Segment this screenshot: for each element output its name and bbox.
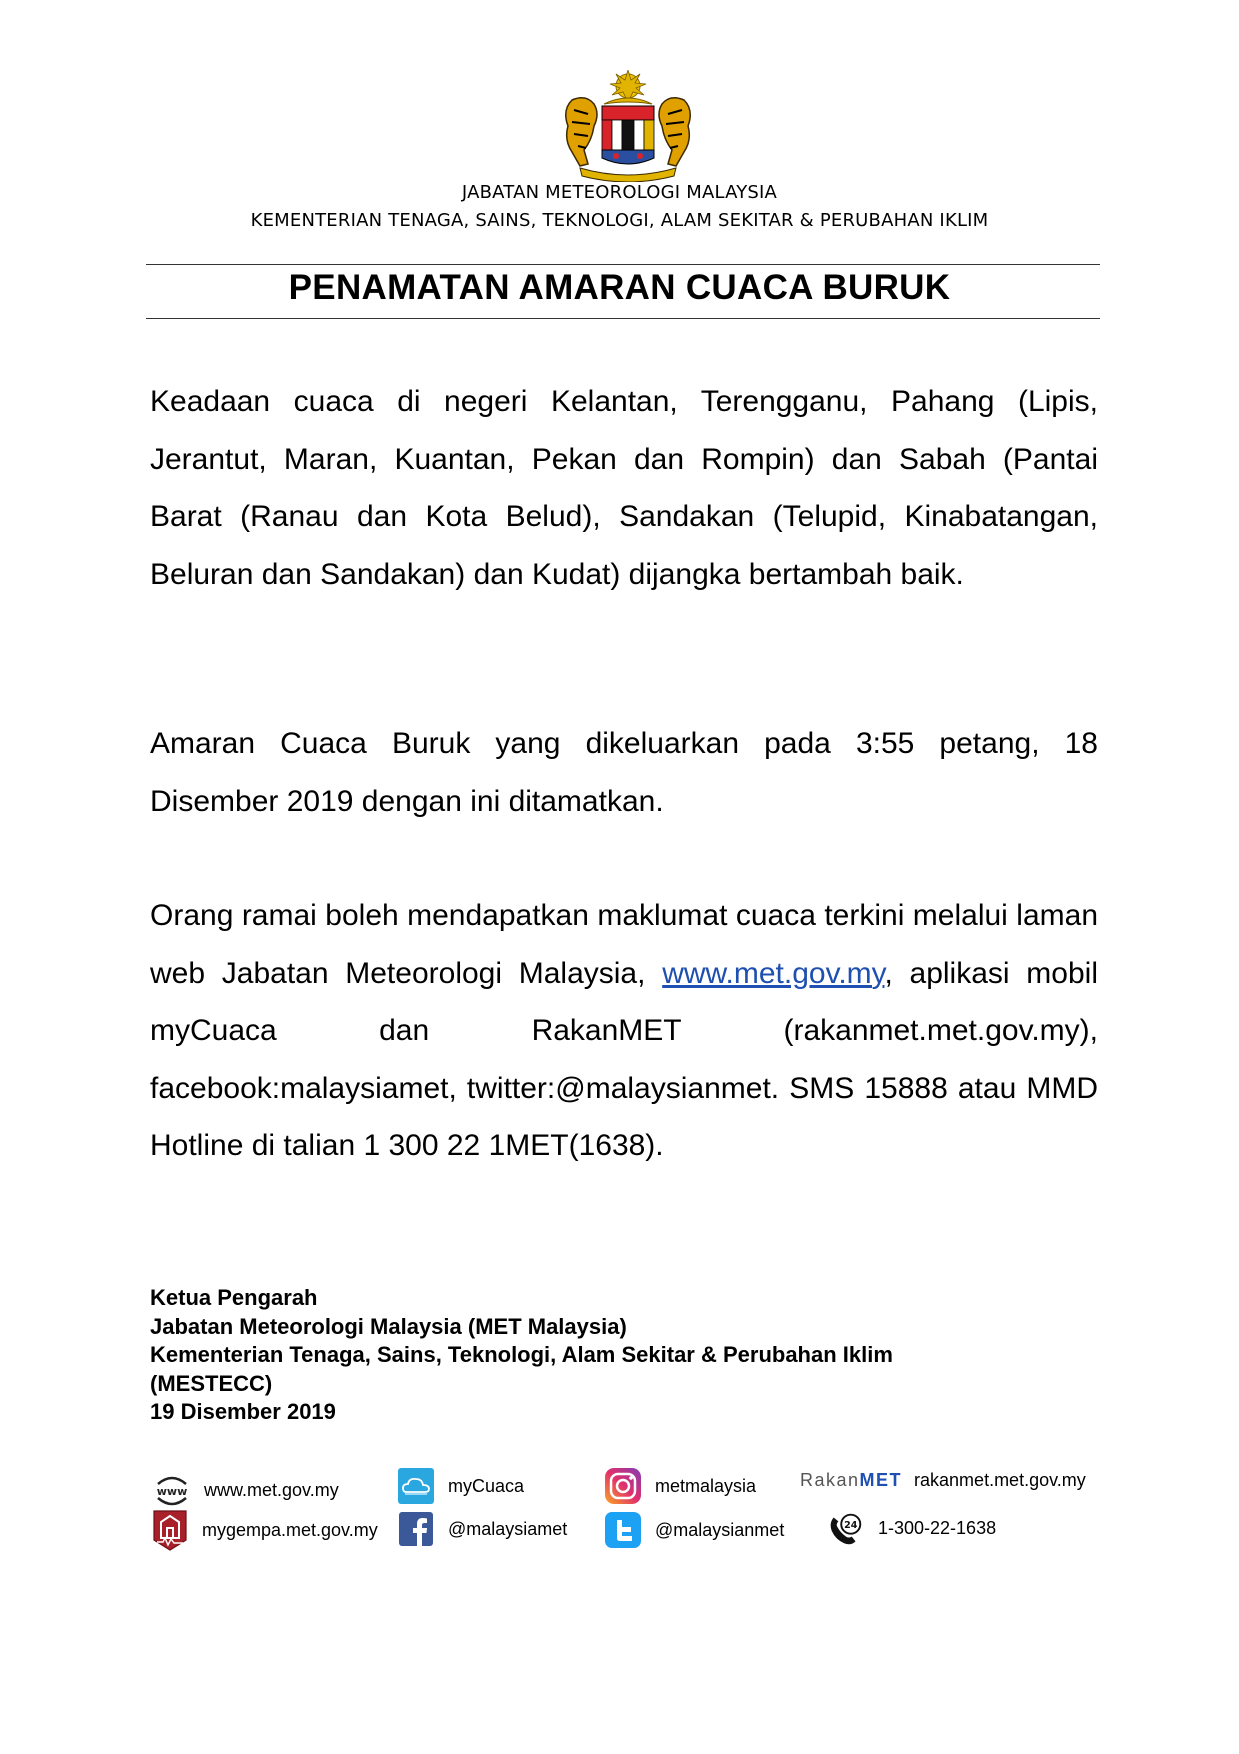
- signature-block: [150, 1284, 893, 1427]
- cloud-app-icon: [396, 1466, 436, 1506]
- contact-web: [152, 1470, 339, 1510]
- contact-hotline: [826, 1508, 996, 1548]
- contact-rakanmet: [800, 1470, 1086, 1491]
- rakanmet-logo-suffix: MET: [859, 1470, 903, 1490]
- svg-text:www: www: [156, 1485, 188, 1498]
- coat-of-arms-icon: [558, 70, 698, 182]
- met-website-link[interactable]: www.met.gov.my: [662, 956, 885, 990]
- instagram-icon: [603, 1466, 643, 1506]
- signature-date: 19 Disember 2019: [150, 1399, 336, 1425]
- signature-department: Jabatan Meteorologi Malaysia (MET Malaysia): [150, 1313, 627, 1339]
- paragraph-warning-cancelled: Amaran Cuaca Buruk yang dikeluarkan pada 3:55 petang, 18 Disember 2019 dengan ini ditamatkan.: [150, 727, 1098, 818]
- paragraph-weather-improvement: Keadaan cuaca di negeri Kelantan, Terengganu, Pahang (Lipis, Jerantut, Maran, Kuantan, Pekan dan Rompin) dan Sabah (Pantai Barat (Ranau dan Kota Belud), Sandakan (Telupid, Kinabatangan, Beluran dan Sandakan) dan Kudat) dijangka bertambah baik.: [150, 385, 1098, 591]
- twitter-icon: [603, 1510, 643, 1550]
- contact-instagram-label: metmalaysia: [655, 1475, 757, 1496]
- paragraph3-text-start: Orang ramai boleh mendapatkan maklumat cuaca terkini melalui laman web Jabatan Meteorologi Malaysia,: [150, 899, 1098, 990]
- hotline-24-icon: [826, 1508, 866, 1548]
- contact-twitter: [603, 1510, 784, 1550]
- agency-name: JABATAN METEOROLOGI MALAYSIA: [461, 182, 778, 203]
- title-bottom-rule: [146, 318, 1100, 319]
- globe-www-icon: [152, 1470, 192, 1510]
- facebook-icon: [396, 1509, 436, 1549]
- title-top-rule: [146, 264, 1100, 265]
- contact-facebook: [396, 1509, 567, 1549]
- contact-instagram: [603, 1466, 756, 1506]
- paragraph3-text-end: , aplikasi mobil myCuaca dan RakanMET (rakanmet.met.gov.my), facebook:malaysiamet, twitter:@malaysianmet. SMS 15888 atau MMD Hotline di talian 1 300 22 1MET(1638).: [150, 956, 1098, 1162]
- signature-ministry-acronym: (MESTECC): [150, 1370, 273, 1396]
- document-title: PENAMATAN AMARAN CUACA BURUK: [288, 268, 951, 307]
- signature-ministry: Kementerian Tenaga, Sains, Teknologi, Alam Sekitar & Perubahan Iklim: [150, 1342, 893, 1368]
- signature-title: Ketua Pengarah: [150, 1285, 318, 1310]
- svg-text:24: 24: [844, 1520, 858, 1531]
- contact-mygempa: [150, 1510, 378, 1550]
- contact-mygempa-label: mygempa.met.gov.my: [202, 1519, 378, 1540]
- rakanmet-logo: [800, 1470, 902, 1491]
- ministry-name: KEMENTERIAN TENAGA, SAINS, TEKNOLOGI, ALAM SEKITAR & PERUBAHAN IKLIM: [250, 210, 989, 231]
- contact-twitter-label: @malaysianmet: [655, 1519, 785, 1540]
- contact-facebook-label: @malaysiamet: [448, 1518, 568, 1539]
- paragraph-information-sources: [150, 887, 1098, 1175]
- contact-mycuaca-label: myCuaca: [448, 1475, 525, 1496]
- contact-mycuaca: [396, 1466, 524, 1506]
- rakanmet-logo-prefix: Rakan: [800, 1470, 860, 1490]
- contact-rakanmet-label: rakanmet.met.gov.my: [914, 1470, 1086, 1490]
- contact-hotline-label: 1-300-22-1638: [878, 1517, 997, 1538]
- mygempa-icon: [150, 1510, 190, 1550]
- contact-web-label: www.met.gov.my: [204, 1479, 339, 1500]
